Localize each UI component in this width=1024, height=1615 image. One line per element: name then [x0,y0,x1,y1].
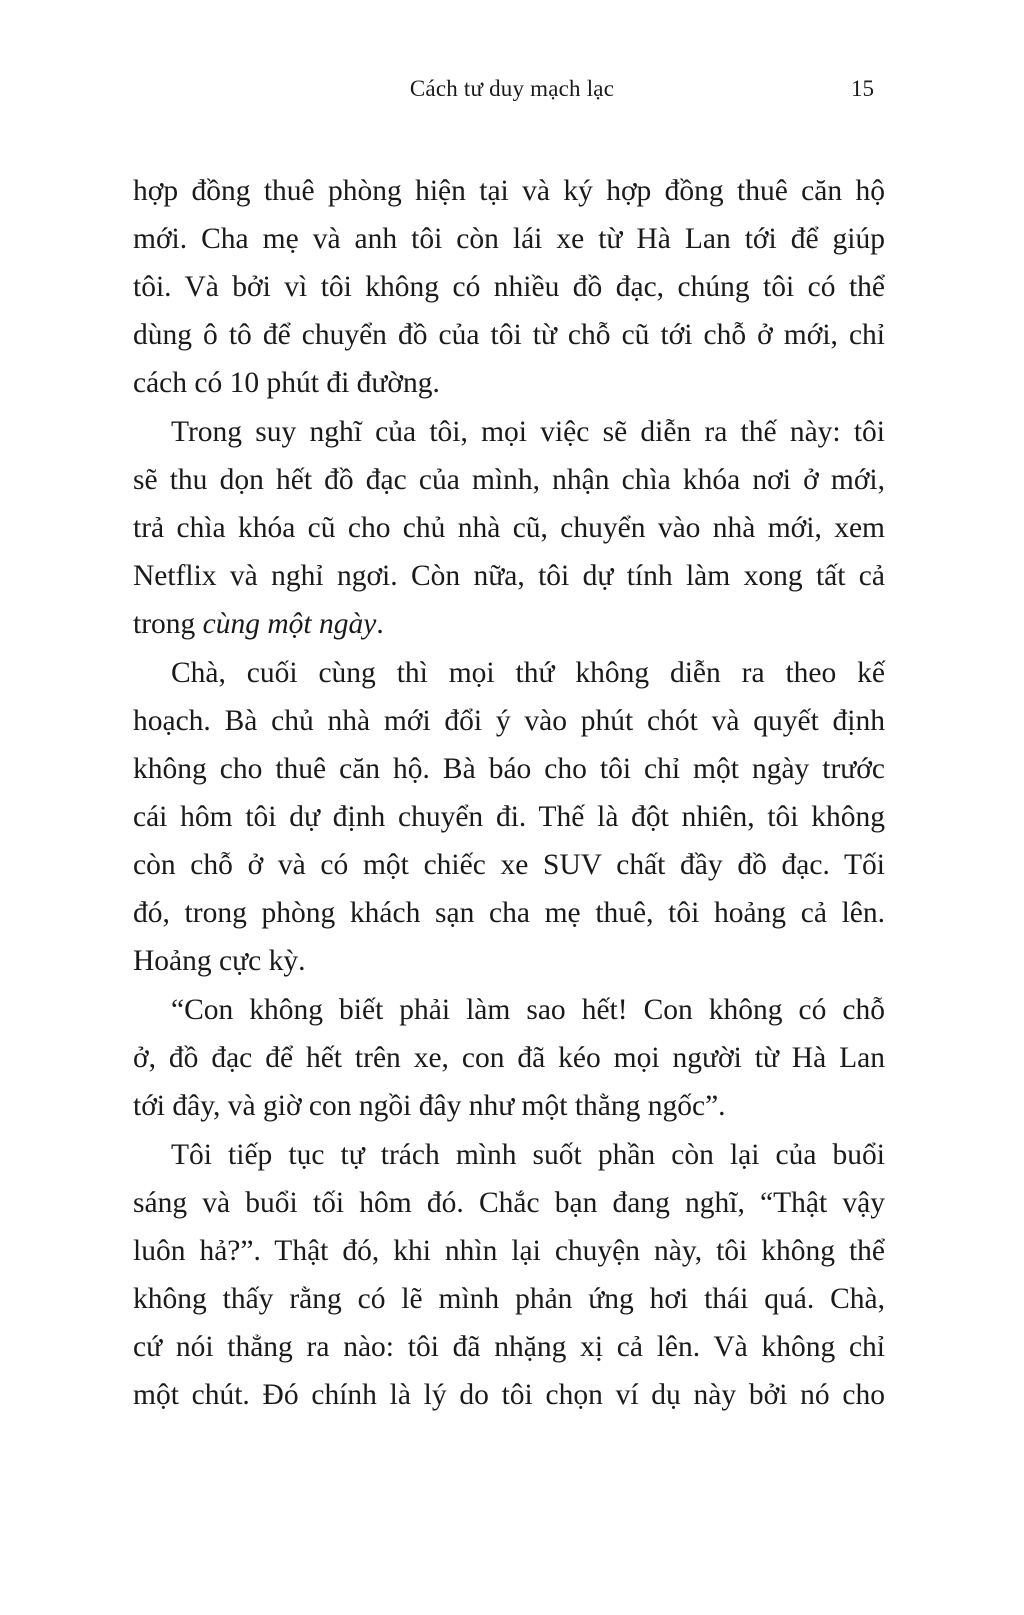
text-line: cứ nói thẳng ra nào: tôi đã nhặng xị cả lên. Và không chỉ [133,1331,885,1363]
running-header [0,76,1024,110]
text-line: luôn hả?”. Thật đó, khi nhìn lại chuyện này, tôi không thể [133,1235,885,1267]
paragraph-3 [133,649,885,985]
chapter-title: Cách tư duy mạch lạc [409,76,615,101]
text-line: cách có 10 phút đi đường. [133,367,440,399]
paragraph-5 [133,1131,885,1419]
paragraph-4 [133,986,885,1130]
body-text [133,167,885,1420]
text-line: còn chỗ ở và có một chiếc xe SUV chất đầy đồ đạc. Tối [133,849,885,881]
text-line-mixed [133,600,885,648]
text-line: ở, đồ đạc để hết trên xe, con đã kéo mọi người từ Hà Lan [133,1042,885,1074]
text-line: mới. Cha mẹ và anh tôi còn lái xe từ Hà Lan tới để giúp [133,223,885,255]
paragraph-1 [133,167,885,407]
text-line: đó, trong phòng khách sạn cha mẹ thuê, tôi hoảng cả lên. [133,897,885,929]
text-line: “Con không biết phải làm sao hết! Con không có chỗ [171,994,885,1026]
text-line: không thấy rằng có lẽ mình phản ứng hơi thái quá. Chà, [133,1283,885,1315]
text-line: sẽ thu dọn hết đồ đạc của mình, nhận chìa khóa nơi ở mới, [133,464,885,496]
text-line: Chà, cuối cùng thì mọi thứ không diễn ra theo kế [171,657,885,689]
text-line: tới đây, và giờ con ngồi đây như một thằng ngốc”. [133,1090,726,1122]
text-line: Trong suy nghĩ của tôi, mọi việc sẽ diễn ra thế này: tôi [171,416,885,448]
text-line: trả chìa khóa cũ cho chủ nhà cũ, chuyển vào nhà mới, xem [133,512,885,544]
italic-emphasis: cùng một ngày [202,608,377,640]
text-line: hợp đồng thuê phòng hiện tại và ký hợp đồng thuê căn hộ [133,175,885,207]
text-line: Hoảng cực kỳ. [133,945,306,977]
paragraph-2 [133,408,885,648]
text-segment: trong [133,608,203,640]
text-line: không cho thuê căn hộ. Bà báo cho tôi chỉ một ngày trước [133,753,885,785]
text-line: Netflix và nghỉ ngơi. Còn nữa, tôi dự tính làm xong tất cả [133,560,885,592]
text-line: tôi. Và bởi vì tôi không có nhiều đồ đạc, chúng tôi có thể [133,271,885,303]
text-line: dùng ô tô để chuyển đồ của tôi từ chỗ cũ tới chỗ ở mới, chỉ [133,319,885,351]
text-line: cái hôm tôi dự định chuyển đi. Thế là đột nhiên, tôi không [133,801,885,833]
text-line: sáng và buổi tối hôm đó. Chắc bạn đang nghĩ, “Thật vậy [133,1187,885,1219]
text-line: hoạch. Bà chủ nhà mới đổi ý vào phút chót và quyết định [133,705,885,737]
text-line: Tôi tiếp tục tự trách mình suốt phần còn lại của buổi [171,1139,885,1171]
page-number: 15 [851,76,874,101]
text-segment: . [376,608,384,640]
text-line: một chút. Đó chính là lý do tôi chọn ví dụ này bởi nó cho [133,1379,885,1411]
